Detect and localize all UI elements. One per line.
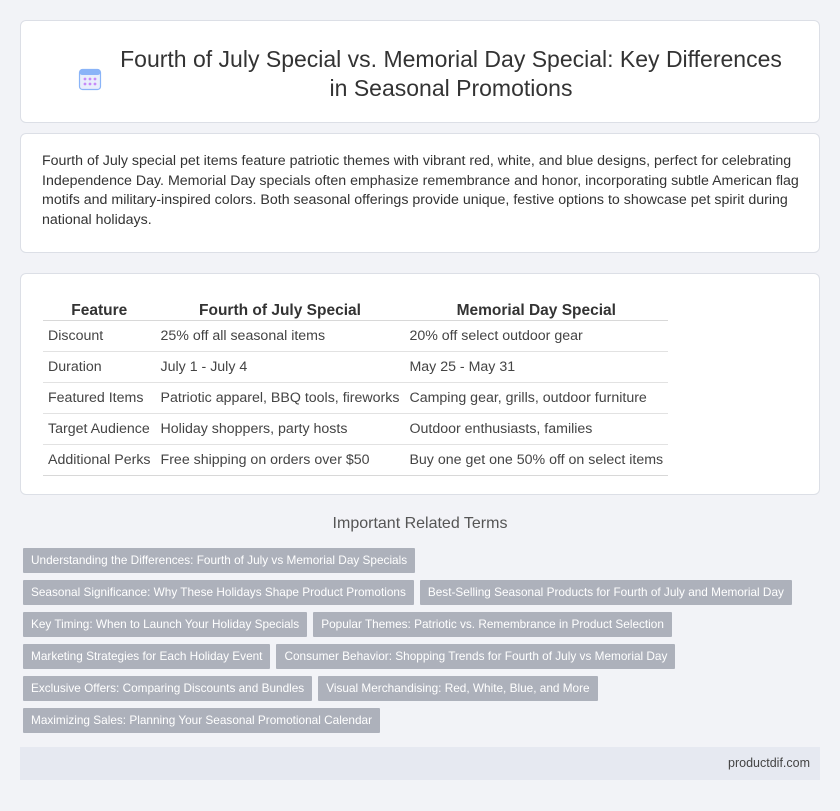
table-row: [43, 382, 668, 413]
table-cell: 25% off all seasonal items: [156, 320, 405, 351]
table-cell: Outdoor enthusiasts, families: [404, 413, 668, 444]
table-cell: Discount: [43, 320, 156, 351]
table-cell: Holiday shoppers, party hosts: [156, 413, 405, 444]
table-cell: May 25 - May 31: [404, 351, 668, 382]
related-term-tag[interactable]: Seasonal Significance: Why These Holidays Shape Product Promotions: [23, 580, 414, 605]
table-cell: Additional Perks: [43, 444, 156, 475]
table-cell: Duration: [43, 351, 156, 382]
table-row: [43, 413, 668, 444]
related-term-tag[interactable]: Popular Themes: Patriotic vs. Remembrance in Product Selection: [313, 612, 672, 637]
related-term-tag[interactable]: Key Timing: When to Launch Your Holiday Specials: [23, 612, 307, 637]
intro-paragraph: Fourth of July special pet items feature patriotic themes with vibrant red, white, and blue designs, perfect for celebrating Independence Day. Memorial Day specials often emphasize remembrance and honor, incorporating subtle American flag motifs and military-inspired colors. Both seasonal offerings provide unique, festive options to showcase pet spirit during national holidays.: [42, 153, 799, 228]
related-term-tag[interactable]: Maximizing Sales: Planning Your Seasonal Promotional Calendar: [23, 708, 380, 733]
table-row: [43, 444, 668, 475]
tag-row: [23, 548, 415, 573]
header-card: [20, 20, 820, 123]
table-cell: Free shipping on orders over $50: [156, 444, 405, 475]
table-cell: 20% off select outdoor gear: [404, 320, 668, 351]
tag-row: [23, 580, 792, 605]
column-header: Fourth of July Special: [156, 294, 405, 320]
tag-row: [23, 644, 675, 669]
table-row: [43, 320, 668, 351]
related-term-tag[interactable]: Best-Selling Seasonal Products for Fourth of July and Memorial Day: [420, 580, 792, 605]
footer-site-link[interactable]: productdif.com: [728, 756, 810, 770]
table-cell: Buy one get one 50% off on select items: [404, 444, 668, 475]
comparison-table: [43, 294, 668, 476]
tag-row: [23, 708, 380, 733]
table-cell: Featured Items: [43, 382, 156, 413]
table-cell: Camping gear, grills, outdoor furniture: [404, 382, 668, 413]
related-term-tag[interactable]: Exclusive Offers: Comparing Discounts and Bundles: [23, 676, 312, 701]
page-title: Fourth of July Special vs. Memorial Day Special: Key Differences in Seasonal Promotions: [120, 46, 782, 101]
tag-row: [23, 676, 598, 701]
related-term-tag[interactable]: Understanding the Differences: Fourth of July vs Memorial Day Specials: [23, 548, 415, 573]
table-header-row: [43, 294, 668, 320]
related-terms-heading: Important Related Terms: [332, 515, 508, 532]
footer-bar: [20, 747, 820, 780]
table-cell: Target Audience: [43, 413, 156, 444]
column-header: Memorial Day Special: [404, 294, 668, 320]
intro-card: [20, 133, 820, 253]
tag-row: [23, 612, 672, 637]
column-header: Feature: [43, 294, 156, 320]
comparison-card: [20, 273, 820, 495]
table-cell: July 1 - July 4: [156, 351, 405, 382]
table-cell: Patriotic apparel, BBQ tools, fireworks: [156, 382, 405, 413]
related-term-tag[interactable]: Consumer Behavior: Shopping Trends for Fourth of July vs Memorial Day: [276, 644, 675, 669]
calendar-icon: [78, 67, 102, 91]
table-row: [43, 351, 668, 382]
related-term-tag[interactable]: Visual Merchandising: Red, White, Blue, and More: [318, 676, 597, 701]
related-term-tag[interactable]: Marketing Strategies for Each Holiday Event: [23, 644, 270, 669]
